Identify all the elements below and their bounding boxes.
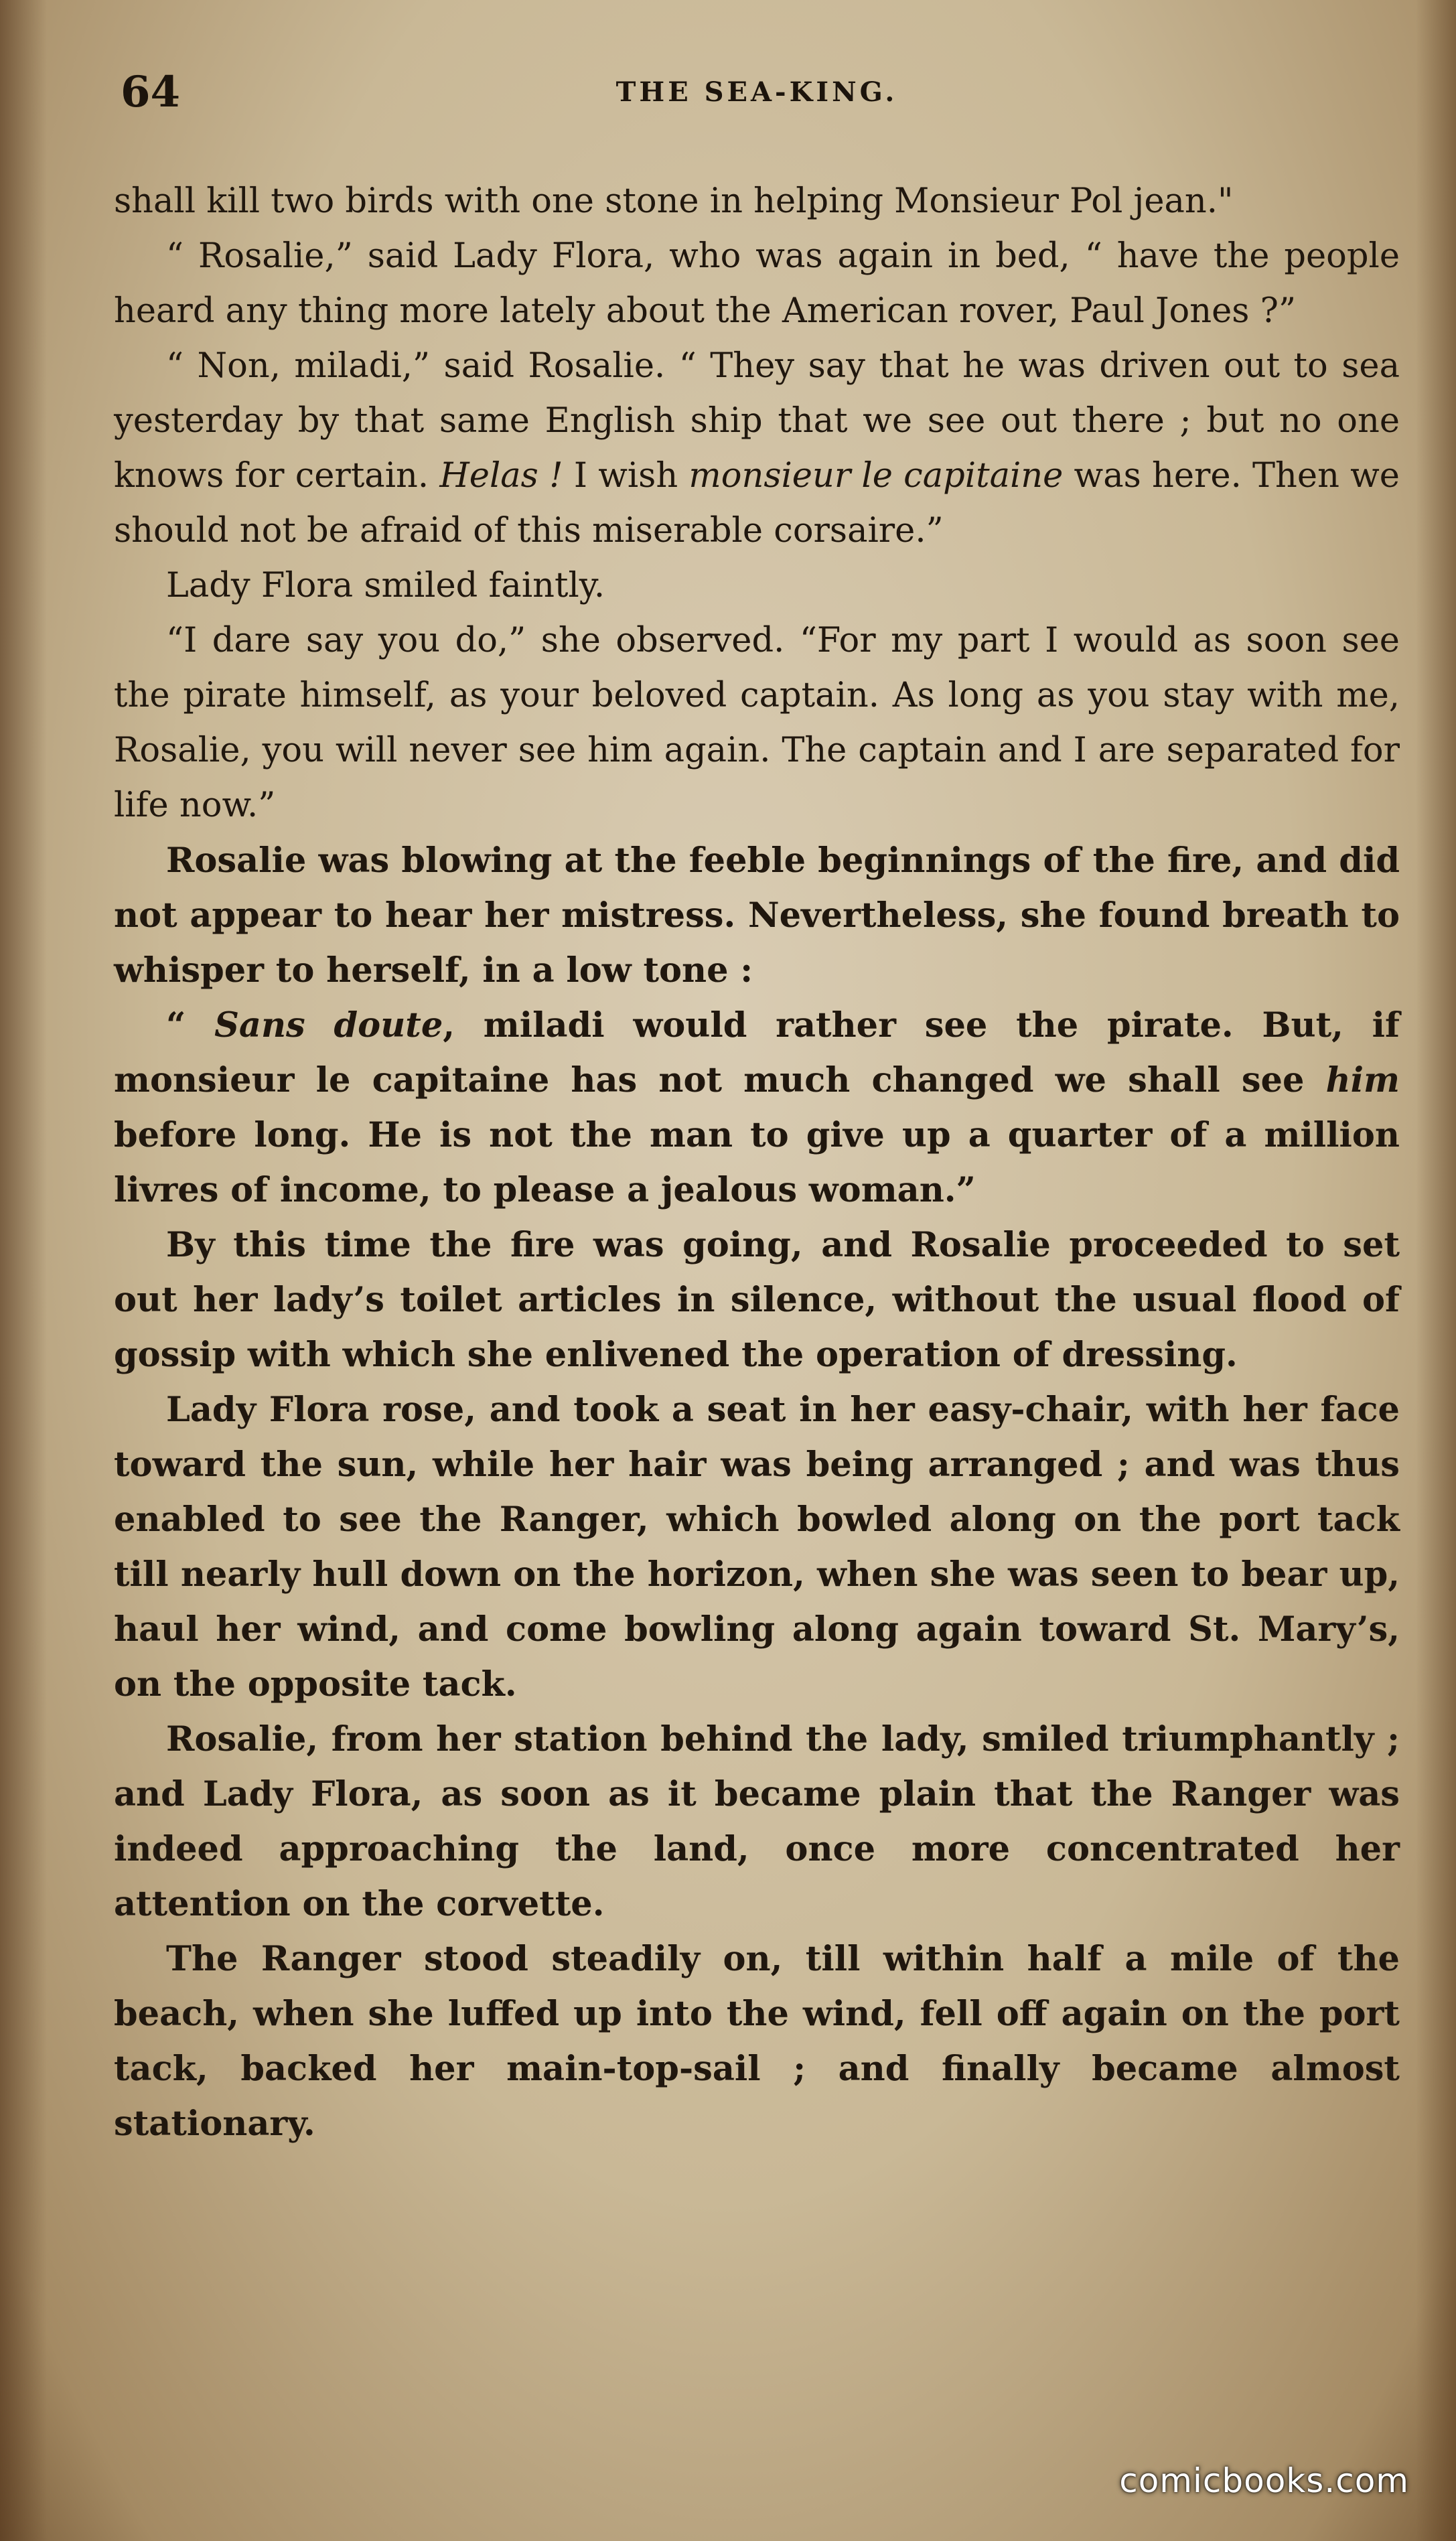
body-text <box>114 174 1400 2151</box>
text-run: before long. He is not the man to give up a quarter of a million livres of income, to please a jealous woman.” <box>114 1115 1400 1210</box>
text-run: was here. Then we should not be afraid of this miserable corsaire.” <box>114 456 1400 551</box>
paragraph <box>114 174 1400 229</box>
text-run: By this time the fire was going, and Rosalie proceeded to set out her lady’s toilet articles in silence, without the usual flood of gossip with which she enlivened the operation of dressing. <box>114 1225 1400 1375</box>
running-head: THE SEA-KING. <box>615 76 898 108</box>
paragraph <box>114 229 1400 339</box>
page-shadow-right <box>1416 0 1456 2541</box>
paragraph <box>114 1382 1400 1712</box>
paragraph <box>114 339 1400 559</box>
text-run: , miladi would rather see the pirate. But, if monsieur le capitaine has not much changed we shall see <box>114 1005 1400 1100</box>
paragraph <box>114 1712 1400 1932</box>
text-run: “ <box>166 1005 215 1045</box>
text-run: “ Non, miladi,” said Rosalie. “ They say that he was driven out to sea yesterday by that same English ship that we see out there ; but no one knows for certain. <box>114 346 1400 496</box>
text-run: Lady Flora smiled faintly. <box>166 566 605 605</box>
text-run: “ Rosalie,” said Lady Flora, who was again in bed, “ have the people heard any thing more lately about the American rover, Paul Jones ?” <box>114 236 1400 331</box>
text-run: shall kill two birds with one stone in helping Monsieur Pol jean." <box>114 182 1234 221</box>
text-run: “I dare say you do,” she observed. “For my part I would as soon see the pirate himself, as your beloved captain. As long as you stay with me, Rosalie, you will never see him again. The captain and I are separated for life now.” <box>114 621 1400 825</box>
watermark: comicbooks.com <box>1119 2461 1409 2500</box>
italic-text: monsieur le capitaine <box>688 456 1064 496</box>
paragraph <box>114 1218 1400 1382</box>
page-shadow-left <box>0 0 47 2541</box>
text-run: Rosalie was blowing at the feeble beginnings of the fire, and did not appear to hear her mistress. Nevertheless, she found breath to whisper to herself, in a low tone : <box>114 841 1400 991</box>
paragraph <box>114 559 1400 613</box>
italic-text: Sans doute <box>214 1005 443 1045</box>
paragraph <box>114 998 1400 1218</box>
paragraph <box>114 613 1400 833</box>
text-run: I wish <box>563 456 689 496</box>
paragraph <box>114 833 1400 998</box>
text-run: Lady Flora rose, and took a seat in her easy-chair, with her face toward the sun, while her hair was being arranged ; and was thus enabled to see the Ranger, which bowled along on the port tack till nearly hull down on the horizon, when she was seen to bear up, haul her wind, and come bowling along again toward St. Mary’s, on the opposite tack. <box>114 1390 1400 1704</box>
page-header <box>114 67 1400 127</box>
italic-text: Helas ! <box>439 456 563 496</box>
page-number: 64 <box>121 67 181 117</box>
text-run: Rosalie, from her station behind the lady, smiled triumphantly ; and Lady Flora, as soon as it became plain that the Ranger was indeed approaching the land, once more concentrated her attention on the corvette. <box>114 1719 1400 1924</box>
paragraph <box>114 1932 1400 2151</box>
text-run: The Ranger stood steadily on, till within half a mile of the beach, when she luffed up into the wind, fell off again on the port tack, backed her main-top-sail ; and finally became almost stationary. <box>114 1939 1400 2144</box>
italic-text: him <box>1325 1060 1400 1100</box>
